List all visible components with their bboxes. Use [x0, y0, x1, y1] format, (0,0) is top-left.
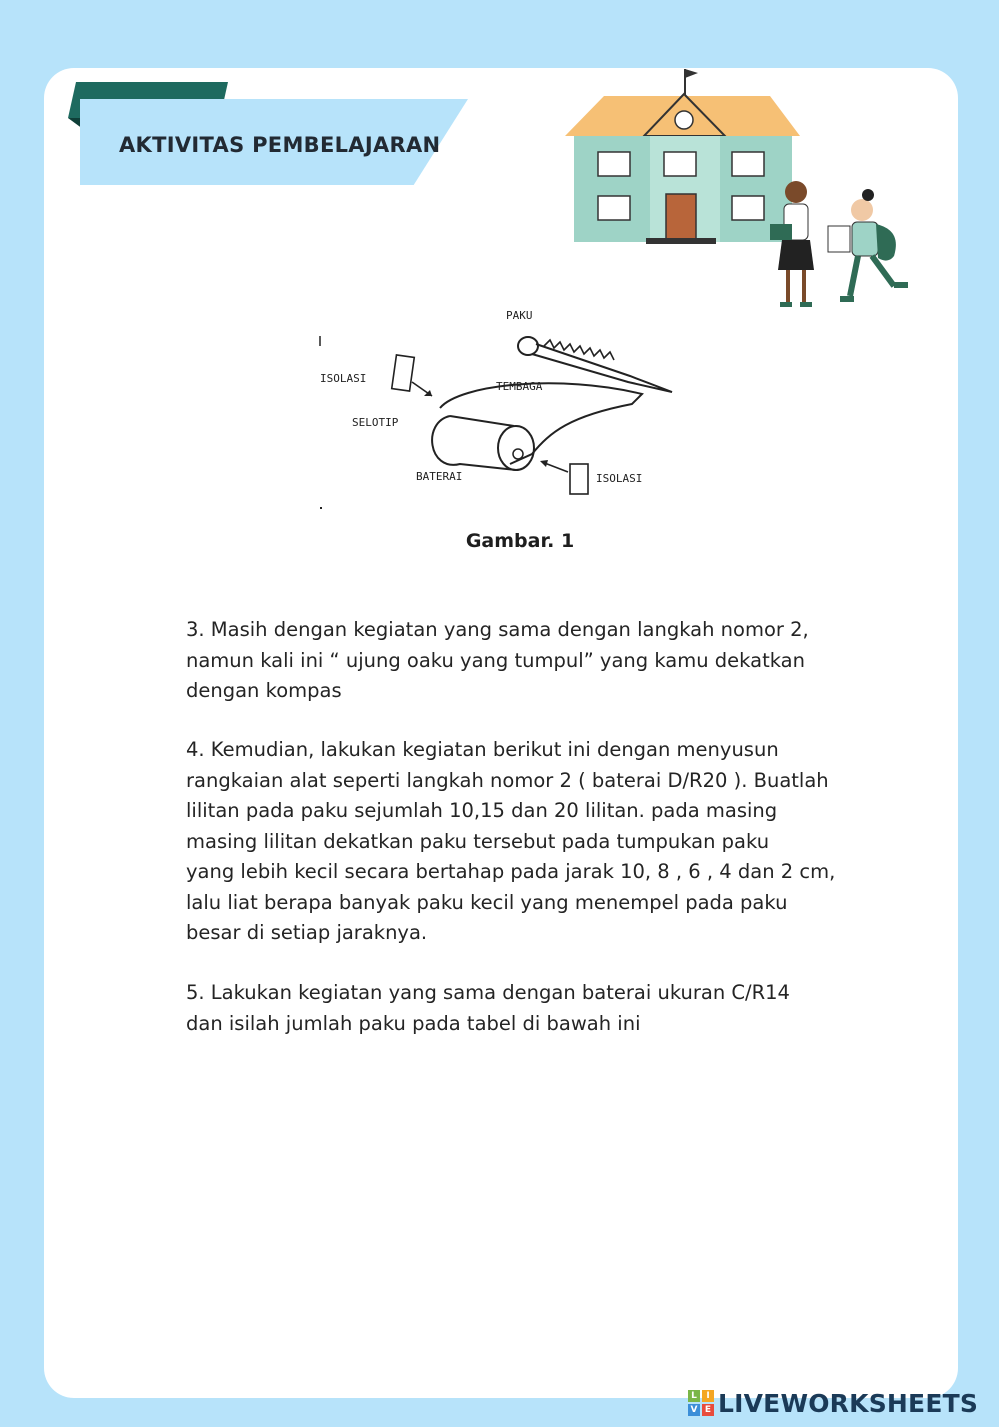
label-baterai: BATERAI	[416, 470, 463, 483]
step-3-text: 3. Masih dengan kegiatan yang sama dengan langkah nomor 2, namun kali ini “ ujung oaku yang tumpul” yang kamu dekatkan dengan kompas	[186, 618, 809, 702]
step-5-text: 5. Lakukan kegiatan yang sama dengan baterai ukuran C/R14 dan isilah jumlah paku pada tabel di bawah ini	[186, 981, 790, 1035]
liveworksheets-logo[interactable]	[688, 1386, 978, 1420]
electromagnet-diagram	[300, 296, 700, 524]
step-4-text: 4. Kemudian, lakukan kegiatan berikut ini dengan menyusun rangkaian alat seperti langkah nomor 2 ( baterai D/R20 ). Buatlah lilitan pada paku sejumlah 10,15 dan 20 lilitan. pada masing masing lilitan dekatkan paku tersebut pada tumpukan paku yang lebih kecil secara bertahap pada jarak 10, 8 , 6 , 4 dan 2 cm, lalu liat berapa banyak paku kecil yang menempel pada paku besar di setiap jaraknya.	[186, 738, 836, 944]
label-paku: PAKU	[506, 309, 533, 322]
battery-drawing	[432, 416, 534, 470]
label-isolasi-top: ISOLASI	[320, 372, 367, 385]
figure-caption: Gambar. 1	[465, 530, 575, 552]
logo-grid-icon: L I V E	[688, 1390, 714, 1416]
label-selotip: SELOTIP	[352, 416, 399, 429]
page-title: AKTIVITAS PEMBELAJARAN	[119, 133, 441, 157]
label-tembaga: TEMBAGA	[496, 380, 543, 393]
logo-brand-text: LIVEWORKSHEETS	[718, 1388, 979, 1418]
label-isolasi-bottom: ISOLASI	[596, 472, 643, 485]
school-illustration	[560, 64, 920, 314]
